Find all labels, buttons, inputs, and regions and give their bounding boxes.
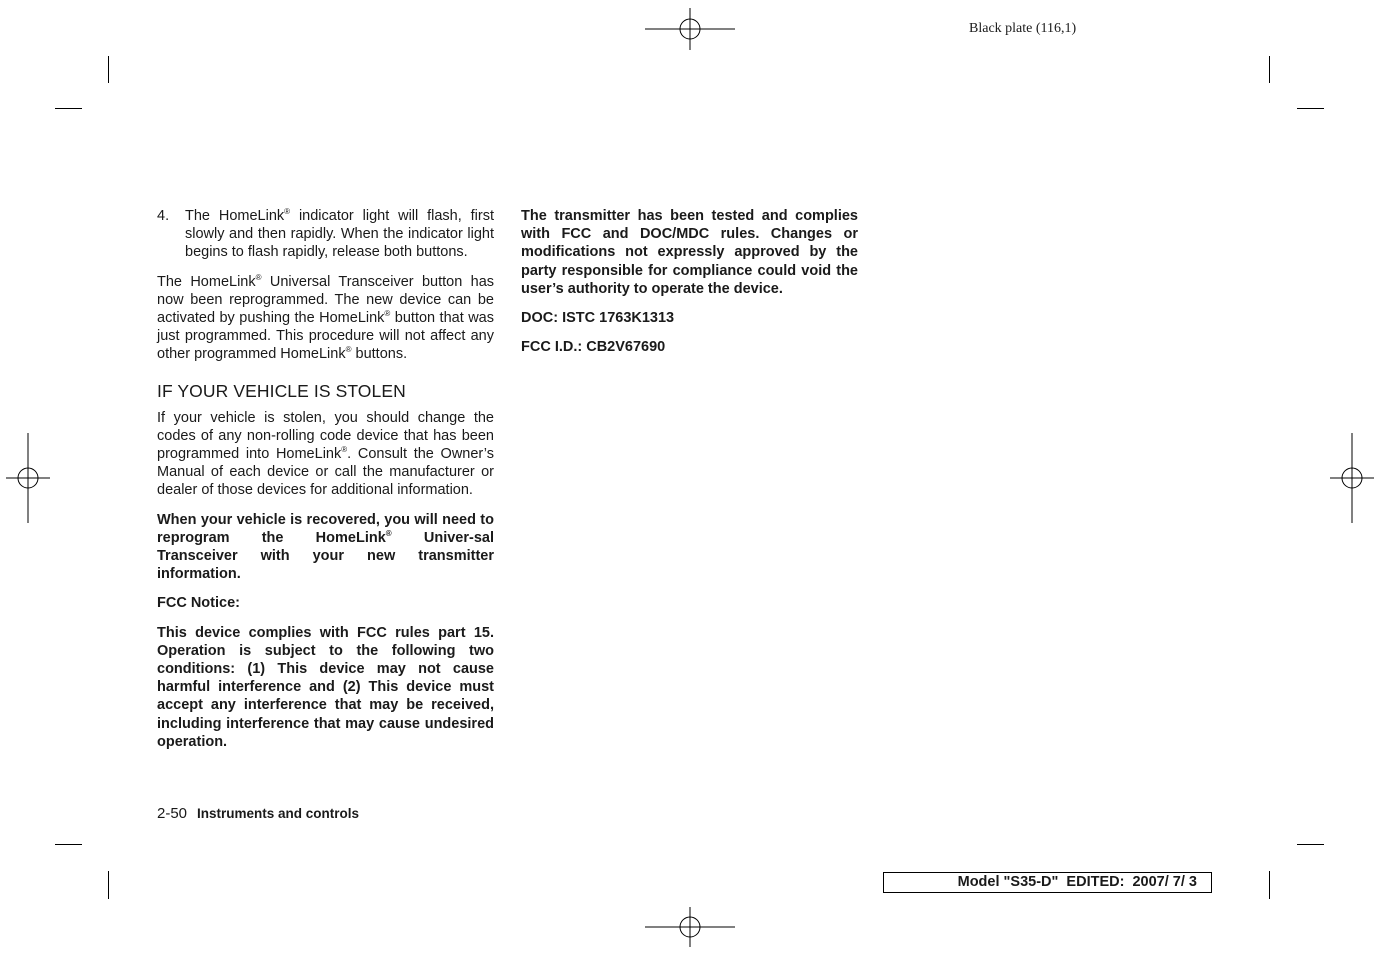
text-run: indicator light will flash, first slowly and then rapidly. When the indicator light begins to flash rapidly, release both buttons. [185, 208, 495, 261]
right-column [521, 207, 858, 367]
text-run: If your vehicle is stolen, you should change the codes of any non-rolling code device that has been programmed into HomeLink [157, 409, 494, 463]
fcc-notice-heading: FCC Notice: [157, 595, 240, 612]
text-run: button that was just programmed. This procedure will not affect any other programmed HomeLink [157, 310, 494, 363]
registered-mark: ® [255, 272, 262, 282]
fcc-id: FCC I.D.: CB2V67690 [521, 339, 666, 356]
stolen-paragraph [157, 409, 494, 500]
section-heading: IF YOUR VEHICLE IS STOLEN [157, 380, 406, 401]
text-run: Universal Transceiver button has now been reprogrammed. The new device can be activated by pushing the HomeLink [157, 273, 495, 327]
fcc-compliance-paragraph: This device complies with FCC rules part 15. Operation is subject to the following two conditions: (1) This device may not cause harmful interference and (2) This device must accept any interference that may be received, including interference that may cause undesired operation. [157, 624, 494, 750]
left-column [157, 207, 494, 762]
section-title: Instruments and controls [197, 806, 360, 821]
list-number: 4. [157, 208, 170, 224]
registered-mark: ® [385, 528, 392, 538]
crop-mark-top-right-vertical [1269, 56, 1270, 83]
crop-mark-bottom-left-horizontal [55, 844, 82, 845]
registration-mark-left-icon [6, 433, 50, 523]
plate-label: Black plate (116,1) [969, 21, 1077, 36]
crop-mark-bottom-right-vertical [1269, 871, 1270, 899]
registered-mark: ® [345, 345, 352, 355]
text-run: . Consult the Owner’s Manual of each device or call the manufacturer or dealer of those devices for additional information. [157, 446, 494, 499]
transmitter-paragraph: The transmitter has been tested and complies with FCC and DOC/MDC rules. Changes or modifications not expressly approved by the party responsible for compliance could void the user’s authority to operate the device. [521, 208, 858, 297]
crop-mark-top-left-vertical [108, 56, 109, 83]
crop-mark-bottom-left-vertical [108, 871, 109, 899]
doc-number: DOC: ISTC 1763K1313 [521, 310, 675, 327]
page-footer [157, 805, 359, 822]
crop-mark-top-left-horizontal [55, 108, 82, 109]
list-text [185, 207, 494, 262]
page-number: 2-50 [157, 805, 188, 822]
crop-mark-top-right-horizontal [1297, 108, 1324, 109]
registration-mark-top-icon [645, 8, 735, 50]
text-run: The HomeLink [185, 208, 285, 224]
registered-mark: ® [341, 445, 348, 455]
registration-mark-right-icon [1330, 433, 1374, 523]
text-run: buttons. [351, 346, 408, 363]
reprogrammed-paragraph [157, 273, 494, 364]
list-item [157, 207, 494, 262]
registration-mark-bottom-icon [645, 907, 735, 947]
text-run: The HomeLink [157, 273, 256, 290]
recovered-warning [157, 511, 494, 584]
text-run: When your vehicle is recovered, you will need to reprogram the HomeLink [157, 511, 494, 546]
crop-mark-bottom-right-horizontal [1297, 844, 1324, 845]
registered-mark: ® [284, 207, 291, 216]
model-edited-box: Model "S35-D" EDITED: 2007/ 7/ 3 [883, 872, 1212, 893]
registered-mark: ® [384, 309, 391, 319]
text-run: Univer-sal Transceiver with your new transmitter information. [157, 529, 494, 583]
